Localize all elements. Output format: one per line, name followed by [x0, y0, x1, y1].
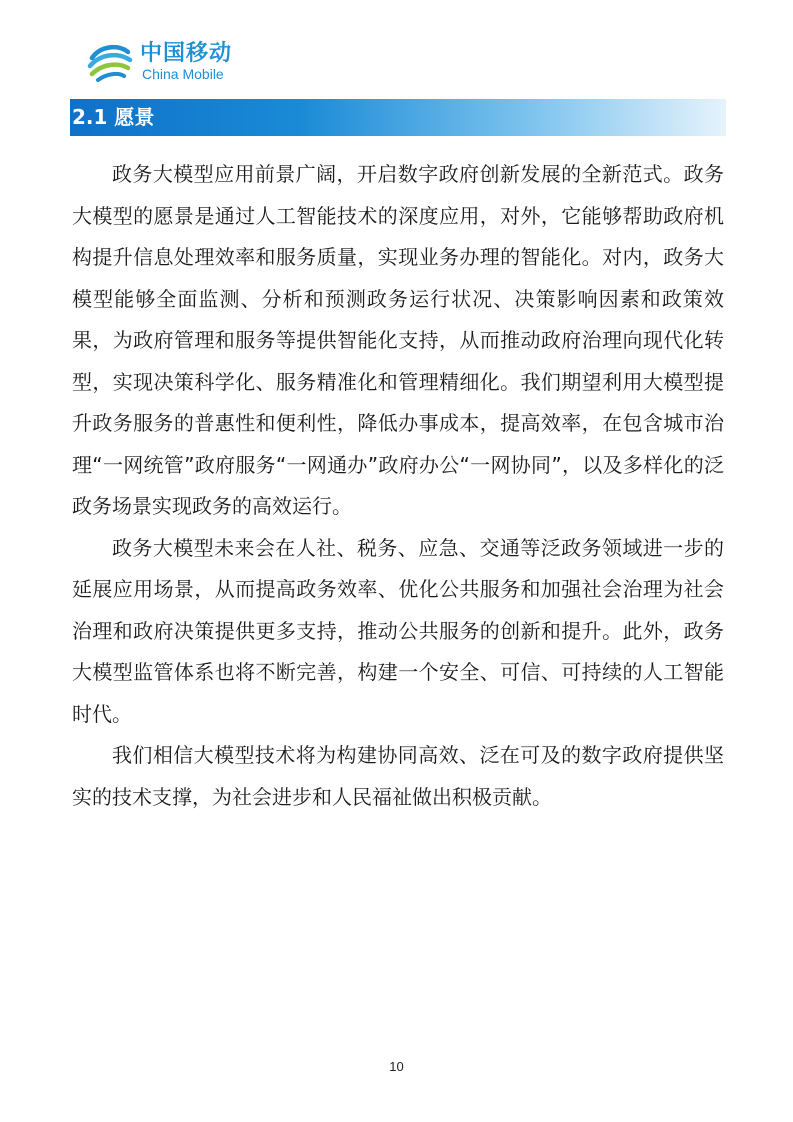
logo-chinese-text: 中国移动	[140, 41, 233, 66]
section-heading-bar	[70, 99, 726, 136]
paragraph: 政务大模型未来会在人社、税务、应急、交通等泛政务领域进一步的延展应用场景，从而提高政务效率、优化公共服务和加强社会治理为社会治理和政府决策提供更多支持，推动公共服务的创新和提升。此外，政务大模型监管体系也将不断完善，构建一个安全、可信、可持续的人工智能时代。	[72, 535, 724, 726]
body-text	[72, 154, 724, 818]
logo-english-text: China Mobile	[142, 66, 224, 82]
paragraph: 我们相信大模型技术将为构建协同高效、泛在可及的数字政府提供坚实的技术支撑，为社会进步和人民福祉做出积极贡献。	[72, 743, 724, 809]
paragraph: 政务大模型应用前景广阔，开启数字政府创新发展的全新范式。政务大模型的愿景是通过人工智能技术的深度应用，对外，它能够帮助政府机构提升信息处理效率和服务质量，实现业务办理的智能化。对内，政务大模型能够全面监测、分析和预测政务运行状况、决策影响因素和政策效果，为政府管理和服务等提供智能化支持，从而推动政府治理向现代化转型，实现决策科学化、服务精准化和管理精细化。我们期望利用大模型提升政务服务的普惠性和便利性，降低办事成本，提高效率，在包含城市治理“一网统管”政府服务“一网通办”政府办公“一网协同”，以及多样化的泛政务场景实现政务的高效运行。	[72, 162, 724, 518]
section-title: 2.1 愿景	[72, 105, 155, 129]
china-mobile-logo	[86, 38, 246, 86]
page-number: 10	[389, 1059, 404, 1074]
china-mobile-logo-icon	[86, 38, 134, 86]
